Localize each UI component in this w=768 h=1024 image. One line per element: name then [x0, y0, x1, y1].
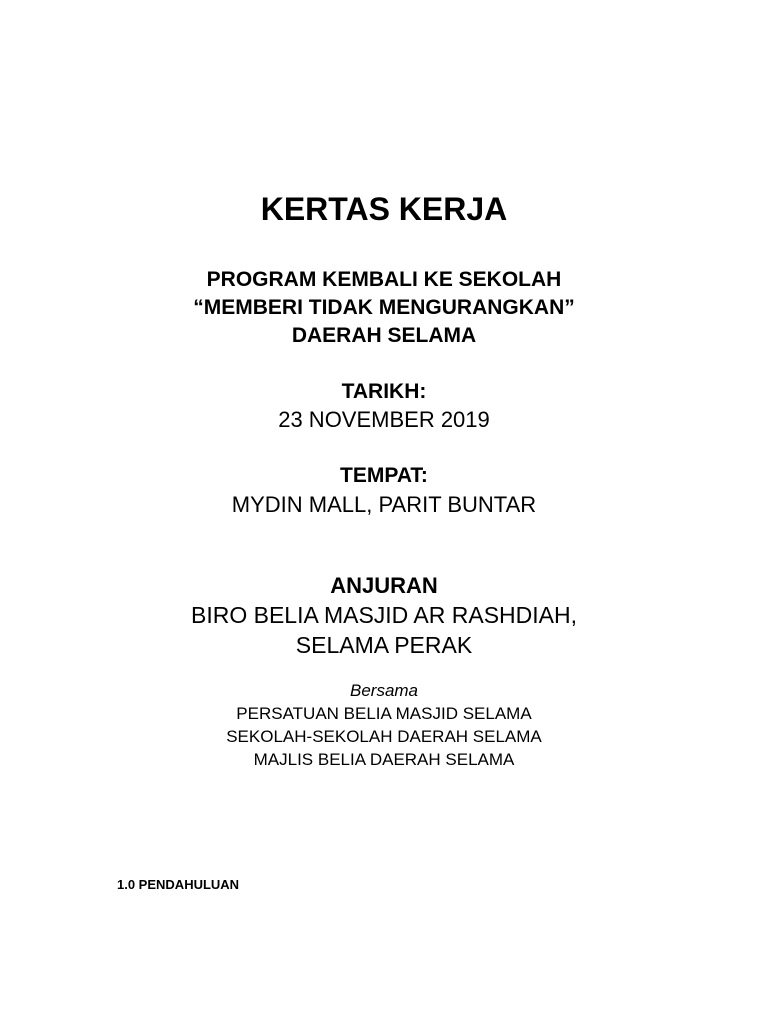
- partner-item: PERSATUAN BELIA MASJID SELAMA: [236, 704, 532, 723]
- organizer-label: ANJURAN: [330, 573, 438, 598]
- document-title: KERTAS KERJA: [260, 191, 508, 227]
- program-tagline: “MEMBERI TIDAK MENGURANGKAN”: [193, 296, 575, 319]
- partner-item: MAJLIS BELIA DAERAH SELAMA: [253, 750, 515, 769]
- partner-item: SEKOLAH-SEKOLAH DAERAH SELAMA: [226, 727, 542, 746]
- venue-value: MYDIN MALL, PARIT BUNTAR: [231, 492, 537, 517]
- organizer-line-1: BIRO BELIA MASJID AR RASHDIAH,: [191, 602, 577, 628]
- organizer-line-2: SELAMA PERAK: [295, 632, 473, 658]
- section-heading-introduction: 1.0 PENDAHULUAN: [117, 877, 240, 892]
- program-name-line-1: PROGRAM KEMBALI KE SEKOLAH: [206, 268, 562, 291]
- date-label: TARIKH:: [341, 380, 427, 403]
- program-district: DAERAH SELAMA: [291, 324, 477, 347]
- venue-label: TEMPAT:: [340, 464, 428, 487]
- partners-label: Bersama: [349, 681, 419, 700]
- date-value: 23 NOVEMBER 2019: [278, 407, 490, 432]
